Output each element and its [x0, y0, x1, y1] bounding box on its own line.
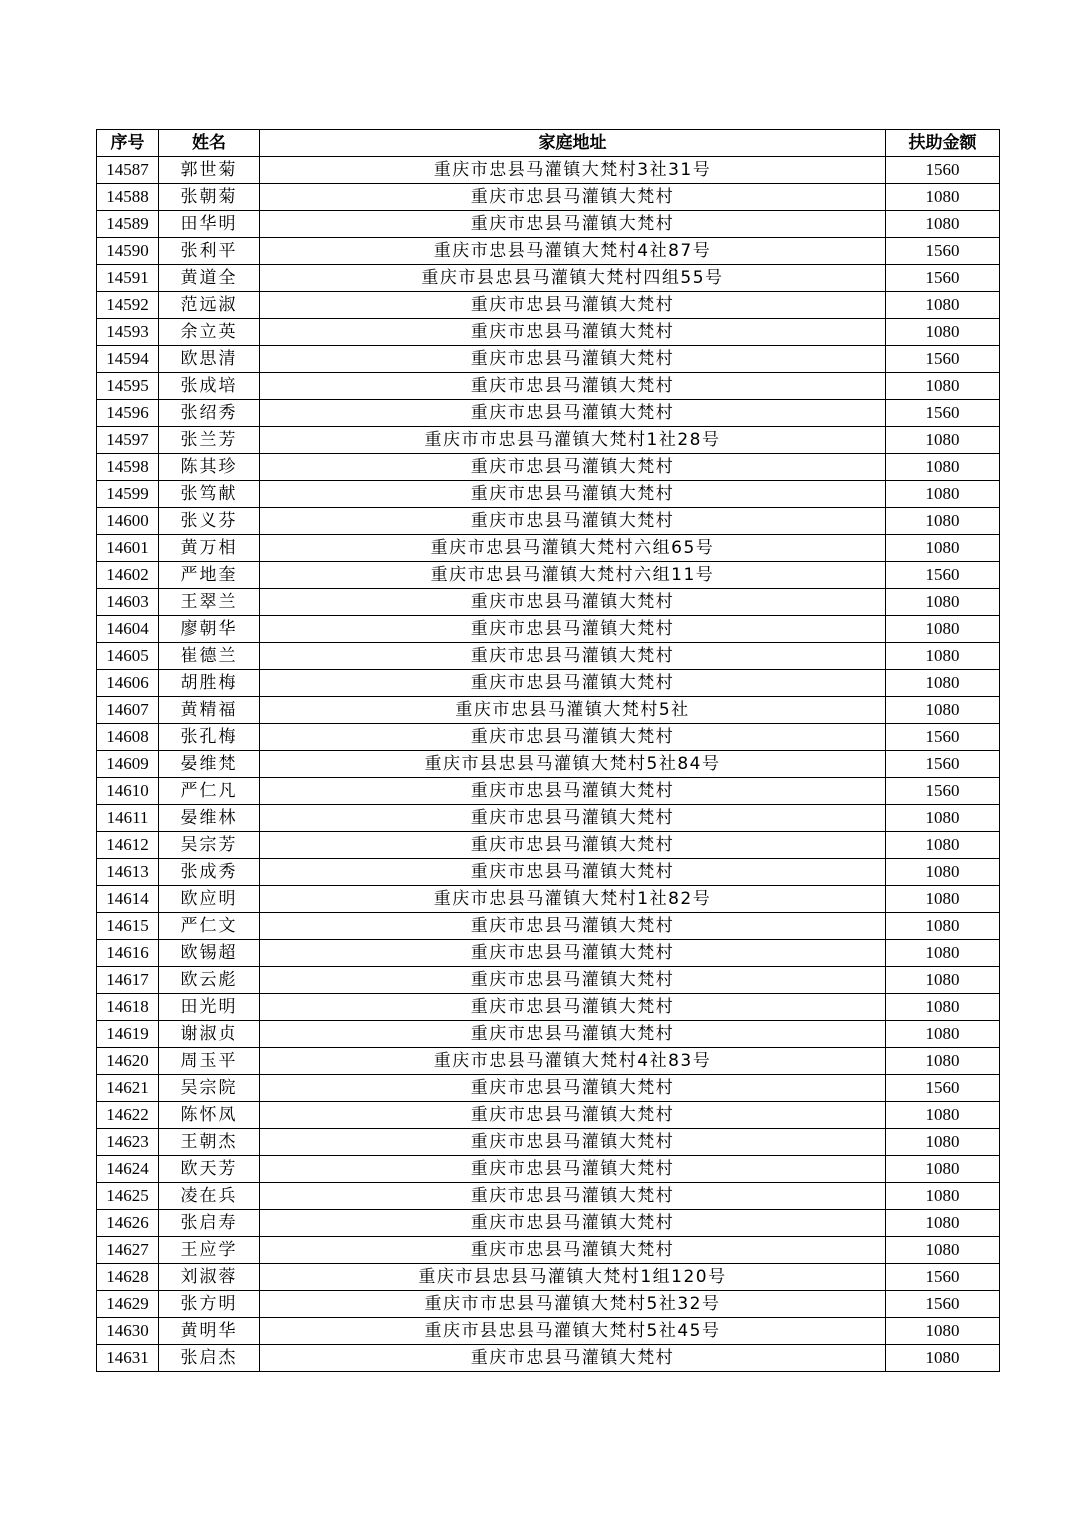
row-address-cell: 重庆市忠县马灌镇大梵村	[260, 481, 886, 508]
row-amount-cell: 1080	[886, 1021, 1000, 1048]
table-row	[97, 1183, 1000, 1210]
row-address-cell: 重庆市忠县马灌镇大梵村	[260, 454, 886, 481]
header-row	[97, 130, 1000, 157]
row-address-cell: 重庆市忠县马灌镇大梵村	[260, 1075, 886, 1102]
table-row	[97, 589, 1000, 616]
row-name-cell: 刘淑蓉	[159, 1264, 260, 1291]
row-seq-cell: 14592	[97, 292, 159, 319]
row-address-cell: 重庆市市忠县马灌镇大梵村5社32号	[260, 1291, 886, 1318]
row-address-cell: 重庆市县忠县马灌镇大梵村5社45号	[260, 1318, 886, 1345]
row-name-cell: 欧锡超	[159, 940, 260, 967]
table-body	[97, 157, 1000, 1372]
row-seq-cell: 14627	[97, 1237, 159, 1264]
row-amount-cell: 1080	[886, 292, 1000, 319]
row-address-cell: 重庆市忠县马灌镇大梵村	[260, 400, 886, 427]
row-seq-cell: 14603	[97, 589, 159, 616]
row-address-cell: 重庆市县忠县马灌镇大梵村四组55号	[260, 265, 886, 292]
row-name-cell: 欧云彪	[159, 967, 260, 994]
row-name-cell: 王应学	[159, 1237, 260, 1264]
row-name-cell: 陈怀凤	[159, 1102, 260, 1129]
row-amount-cell: 1080	[886, 643, 1000, 670]
row-address-cell: 重庆市县忠县马灌镇大梵村5社84号	[260, 751, 886, 778]
row-name-cell: 严地奎	[159, 562, 260, 589]
row-address-cell: 重庆市忠县马灌镇大梵村	[260, 1156, 886, 1183]
row-name-cell: 崔德兰	[159, 643, 260, 670]
row-amount-cell: 1560	[886, 157, 1000, 184]
row-seq-cell: 14628	[97, 1264, 159, 1291]
table-row	[97, 1021, 1000, 1048]
row-name-cell: 廖朝华	[159, 616, 260, 643]
table-row	[97, 994, 1000, 1021]
table-row	[97, 724, 1000, 751]
row-amount-cell: 1560	[886, 724, 1000, 751]
row-name-cell: 欧天芳	[159, 1156, 260, 1183]
row-amount-cell: 1080	[886, 616, 1000, 643]
row-name-cell: 黄道全	[159, 265, 260, 292]
row-amount-cell: 1560	[886, 751, 1000, 778]
table-row	[97, 1291, 1000, 1318]
row-amount-cell: 1080	[886, 454, 1000, 481]
row-seq-cell: 14590	[97, 238, 159, 265]
row-amount-cell: 1080	[886, 1237, 1000, 1264]
row-seq-cell: 14595	[97, 373, 159, 400]
row-address-cell: 重庆市忠县马灌镇大梵村	[260, 1102, 886, 1129]
row-name-cell: 吴宗院	[159, 1075, 260, 1102]
table-row	[97, 751, 1000, 778]
row-seq-cell: 14606	[97, 670, 159, 697]
row-seq-cell: 14614	[97, 886, 159, 913]
row-seq-cell: 14630	[97, 1318, 159, 1345]
table-row	[97, 1048, 1000, 1075]
row-amount-cell: 1560	[886, 346, 1000, 373]
table-row	[97, 1345, 1000, 1372]
row-name-cell: 张朝菊	[159, 184, 260, 211]
row-address-cell: 重庆市忠县马灌镇大梵村六组65号	[260, 535, 886, 562]
row-name-cell: 严仁文	[159, 913, 260, 940]
row-address-cell: 重庆市忠县马灌镇大梵村	[260, 589, 886, 616]
row-name-cell: 欧思清	[159, 346, 260, 373]
row-address-cell: 重庆市忠县马灌镇大梵村	[260, 373, 886, 400]
row-amount-cell: 1080	[886, 535, 1000, 562]
row-address-cell: 重庆市忠县马灌镇大梵村1社82号	[260, 886, 886, 913]
row-address-cell: 重庆市忠县马灌镇大梵村	[260, 940, 886, 967]
row-address-cell: 重庆市忠县马灌镇大梵村	[260, 1210, 886, 1237]
row-name-cell: 谢淑贞	[159, 1021, 260, 1048]
row-amount-cell: 1080	[886, 211, 1000, 238]
row-name-cell: 张启杰	[159, 1345, 260, 1372]
row-seq-cell: 14609	[97, 751, 159, 778]
row-name-cell: 晏维林	[159, 805, 260, 832]
row-seq-cell: 14593	[97, 319, 159, 346]
table-row	[97, 616, 1000, 643]
row-amount-cell: 1080	[886, 967, 1000, 994]
table-row	[97, 508, 1000, 535]
table-row	[97, 1210, 1000, 1237]
assistance-roster-table	[96, 129, 1000, 1372]
row-seq-cell: 14601	[97, 535, 159, 562]
row-seq-cell: 14613	[97, 859, 159, 886]
row-name-cell: 范远淑	[159, 292, 260, 319]
table-row	[97, 778, 1000, 805]
row-amount-cell: 1560	[886, 265, 1000, 292]
table-row	[97, 562, 1000, 589]
row-amount-cell: 1080	[886, 589, 1000, 616]
row-seq-cell: 14631	[97, 1345, 159, 1372]
table-row	[97, 265, 1000, 292]
row-name-cell: 严仁凡	[159, 778, 260, 805]
row-amount-cell: 1560	[886, 1075, 1000, 1102]
row-seq-cell: 14629	[97, 1291, 159, 1318]
header-address: 家庭地址	[260, 130, 886, 157]
row-name-cell: 胡胜梅	[159, 670, 260, 697]
row-address-cell: 重庆市忠县马灌镇大梵村	[260, 1129, 886, 1156]
row-name-cell: 欧应明	[159, 886, 260, 913]
row-name-cell: 田华明	[159, 211, 260, 238]
row-name-cell: 郭世菊	[159, 157, 260, 184]
row-amount-cell: 1080	[886, 1048, 1000, 1075]
header-name: 姓名	[159, 130, 260, 157]
row-seq-cell: 14594	[97, 346, 159, 373]
row-seq-cell: 14615	[97, 913, 159, 940]
row-seq-cell: 14616	[97, 940, 159, 967]
table-row	[97, 427, 1000, 454]
row-amount-cell: 1080	[886, 373, 1000, 400]
row-name-cell: 黄万相	[159, 535, 260, 562]
row-seq-cell: 14611	[97, 805, 159, 832]
row-seq-cell: 14618	[97, 994, 159, 1021]
row-amount-cell: 1560	[886, 1264, 1000, 1291]
table-row	[97, 1318, 1000, 1345]
table-row	[97, 1102, 1000, 1129]
row-address-cell: 重庆市忠县马灌镇大梵村	[260, 778, 886, 805]
row-seq-cell: 14624	[97, 1156, 159, 1183]
row-amount-cell: 1560	[886, 400, 1000, 427]
row-amount-cell: 1080	[886, 184, 1000, 211]
row-seq-cell: 14612	[97, 832, 159, 859]
row-amount-cell: 1080	[886, 1318, 1000, 1345]
row-seq-cell: 14605	[97, 643, 159, 670]
row-name-cell: 余立英	[159, 319, 260, 346]
row-amount-cell: 1080	[886, 886, 1000, 913]
table-row	[97, 670, 1000, 697]
row-seq-cell: 14597	[97, 427, 159, 454]
table-row	[97, 1237, 1000, 1264]
row-name-cell: 吴宗芳	[159, 832, 260, 859]
row-name-cell: 周玉平	[159, 1048, 260, 1075]
row-name-cell: 张笃献	[159, 481, 260, 508]
row-address-cell: 重庆市忠县马灌镇大梵村	[260, 724, 886, 751]
row-name-cell: 张成秀	[159, 859, 260, 886]
row-address-cell: 重庆市忠县马灌镇大梵村3社31号	[260, 157, 886, 184]
row-address-cell: 重庆市市忠县马灌镇大梵村1社28号	[260, 427, 886, 454]
row-seq-cell: 14626	[97, 1210, 159, 1237]
row-address-cell: 重庆市忠县马灌镇大梵村	[260, 1021, 886, 1048]
row-amount-cell: 1080	[886, 1129, 1000, 1156]
table-row	[97, 859, 1000, 886]
row-address-cell: 重庆市忠县马灌镇大梵村4社83号	[260, 1048, 886, 1075]
row-address-cell: 重庆市忠县马灌镇大梵村	[260, 994, 886, 1021]
table-row	[97, 805, 1000, 832]
row-seq-cell: 14607	[97, 697, 159, 724]
row-seq-cell: 14619	[97, 1021, 159, 1048]
table-row	[97, 481, 1000, 508]
row-name-cell: 张兰芳	[159, 427, 260, 454]
row-address-cell: 重庆市忠县马灌镇大梵村	[260, 1237, 886, 1264]
row-seq-cell: 14598	[97, 454, 159, 481]
row-address-cell: 重庆市忠县马灌镇大梵村	[260, 643, 886, 670]
row-amount-cell: 1080	[886, 805, 1000, 832]
header-seq: 序号	[97, 130, 159, 157]
row-address-cell: 重庆市忠县马灌镇大梵村	[260, 292, 886, 319]
row-name-cell: 张孔梅	[159, 724, 260, 751]
row-address-cell: 重庆市忠县马灌镇大梵村	[260, 508, 886, 535]
row-seq-cell: 14589	[97, 211, 159, 238]
row-name-cell: 晏维梵	[159, 751, 260, 778]
row-address-cell: 重庆市忠县马灌镇大梵村	[260, 967, 886, 994]
row-name-cell: 王朝杰	[159, 1129, 260, 1156]
row-seq-cell: 14621	[97, 1075, 159, 1102]
row-address-cell: 重庆市忠县马灌镇大梵村	[260, 913, 886, 940]
table-row	[97, 535, 1000, 562]
table-row	[97, 157, 1000, 184]
row-amount-cell: 1560	[886, 778, 1000, 805]
row-amount-cell: 1080	[886, 697, 1000, 724]
row-amount-cell: 1080	[886, 994, 1000, 1021]
row-amount-cell: 1080	[886, 859, 1000, 886]
row-name-cell: 张成培	[159, 373, 260, 400]
table-row	[97, 1129, 1000, 1156]
row-name-cell: 张绍秀	[159, 400, 260, 427]
row-amount-cell: 1080	[886, 508, 1000, 535]
row-amount-cell: 1080	[886, 1102, 1000, 1129]
row-address-cell: 重庆市忠县马灌镇大梵村	[260, 805, 886, 832]
row-seq-cell: 14602	[97, 562, 159, 589]
row-name-cell: 张义芬	[159, 508, 260, 535]
row-name-cell: 王翠兰	[159, 589, 260, 616]
row-seq-cell: 14608	[97, 724, 159, 751]
row-amount-cell: 1080	[886, 1183, 1000, 1210]
table-row	[97, 346, 1000, 373]
table-row	[97, 886, 1000, 913]
row-amount-cell: 1560	[886, 1291, 1000, 1318]
row-seq-cell: 14604	[97, 616, 159, 643]
row-address-cell: 重庆市忠县马灌镇大梵村	[260, 184, 886, 211]
row-address-cell: 重庆市忠县马灌镇大梵村	[260, 859, 886, 886]
table-row	[97, 400, 1000, 427]
row-seq-cell: 14622	[97, 1102, 159, 1129]
row-amount-cell: 1080	[886, 940, 1000, 967]
table-row	[97, 184, 1000, 211]
row-seq-cell: 14625	[97, 1183, 159, 1210]
row-name-cell: 张启寿	[159, 1210, 260, 1237]
row-address-cell: 重庆市忠县马灌镇大梵村六组11号	[260, 562, 886, 589]
table-row	[97, 1156, 1000, 1183]
table-row	[97, 967, 1000, 994]
table-row	[97, 1075, 1000, 1102]
table-row	[97, 832, 1000, 859]
row-seq-cell: 14599	[97, 481, 159, 508]
row-seq-cell: 14596	[97, 400, 159, 427]
row-name-cell: 黄精福	[159, 697, 260, 724]
row-amount-cell: 1560	[886, 238, 1000, 265]
row-address-cell: 重庆市忠县马灌镇大梵村5社	[260, 697, 886, 724]
table-row	[97, 697, 1000, 724]
row-seq-cell: 14587	[97, 157, 159, 184]
row-amount-cell: 1080	[886, 832, 1000, 859]
row-seq-cell: 14600	[97, 508, 159, 535]
row-address-cell: 重庆市忠县马灌镇大梵村	[260, 346, 886, 373]
row-address-cell: 重庆市忠县马灌镇大梵村	[260, 1183, 886, 1210]
table-row	[97, 454, 1000, 481]
row-seq-cell: 14591	[97, 265, 159, 292]
table-row	[97, 940, 1000, 967]
row-amount-cell: 1080	[886, 670, 1000, 697]
header-amount: 扶助金额	[886, 130, 1000, 157]
row-amount-cell: 1080	[886, 1156, 1000, 1183]
row-name-cell: 张方明	[159, 1291, 260, 1318]
row-seq-cell: 14623	[97, 1129, 159, 1156]
table-row	[97, 373, 1000, 400]
row-amount-cell: 1080	[886, 427, 1000, 454]
row-address-cell: 重庆市忠县马灌镇大梵村	[260, 616, 886, 643]
row-address-cell: 重庆市忠县马灌镇大梵村	[260, 832, 886, 859]
table-row	[97, 319, 1000, 346]
row-address-cell: 重庆市忠县马灌镇大梵村	[260, 319, 886, 346]
row-amount-cell: 1560	[886, 562, 1000, 589]
row-address-cell: 重庆市县忠县马灌镇大梵村1组120号	[260, 1264, 886, 1291]
table-row	[97, 211, 1000, 238]
row-seq-cell: 14610	[97, 778, 159, 805]
row-amount-cell: 1080	[886, 1345, 1000, 1372]
row-name-cell: 凌在兵	[159, 1183, 260, 1210]
row-amount-cell: 1080	[886, 1210, 1000, 1237]
table-row	[97, 643, 1000, 670]
row-name-cell: 黄明华	[159, 1318, 260, 1345]
row-address-cell: 重庆市忠县马灌镇大梵村4社87号	[260, 238, 886, 265]
row-name-cell: 田光明	[159, 994, 260, 1021]
row-seq-cell: 14588	[97, 184, 159, 211]
table-row	[97, 1264, 1000, 1291]
row-address-cell: 重庆市忠县马灌镇大梵村	[260, 211, 886, 238]
table-row	[97, 238, 1000, 265]
table-row	[97, 913, 1000, 940]
row-address-cell: 重庆市忠县马灌镇大梵村	[260, 670, 886, 697]
row-name-cell: 陈其珍	[159, 454, 260, 481]
table-row	[97, 292, 1000, 319]
row-seq-cell: 14620	[97, 1048, 159, 1075]
row-amount-cell: 1080	[886, 319, 1000, 346]
row-address-cell: 重庆市忠县马灌镇大梵村	[260, 1345, 886, 1372]
row-name-cell: 张利平	[159, 238, 260, 265]
row-seq-cell: 14617	[97, 967, 159, 994]
row-amount-cell: 1080	[886, 481, 1000, 508]
row-amount-cell: 1080	[886, 913, 1000, 940]
